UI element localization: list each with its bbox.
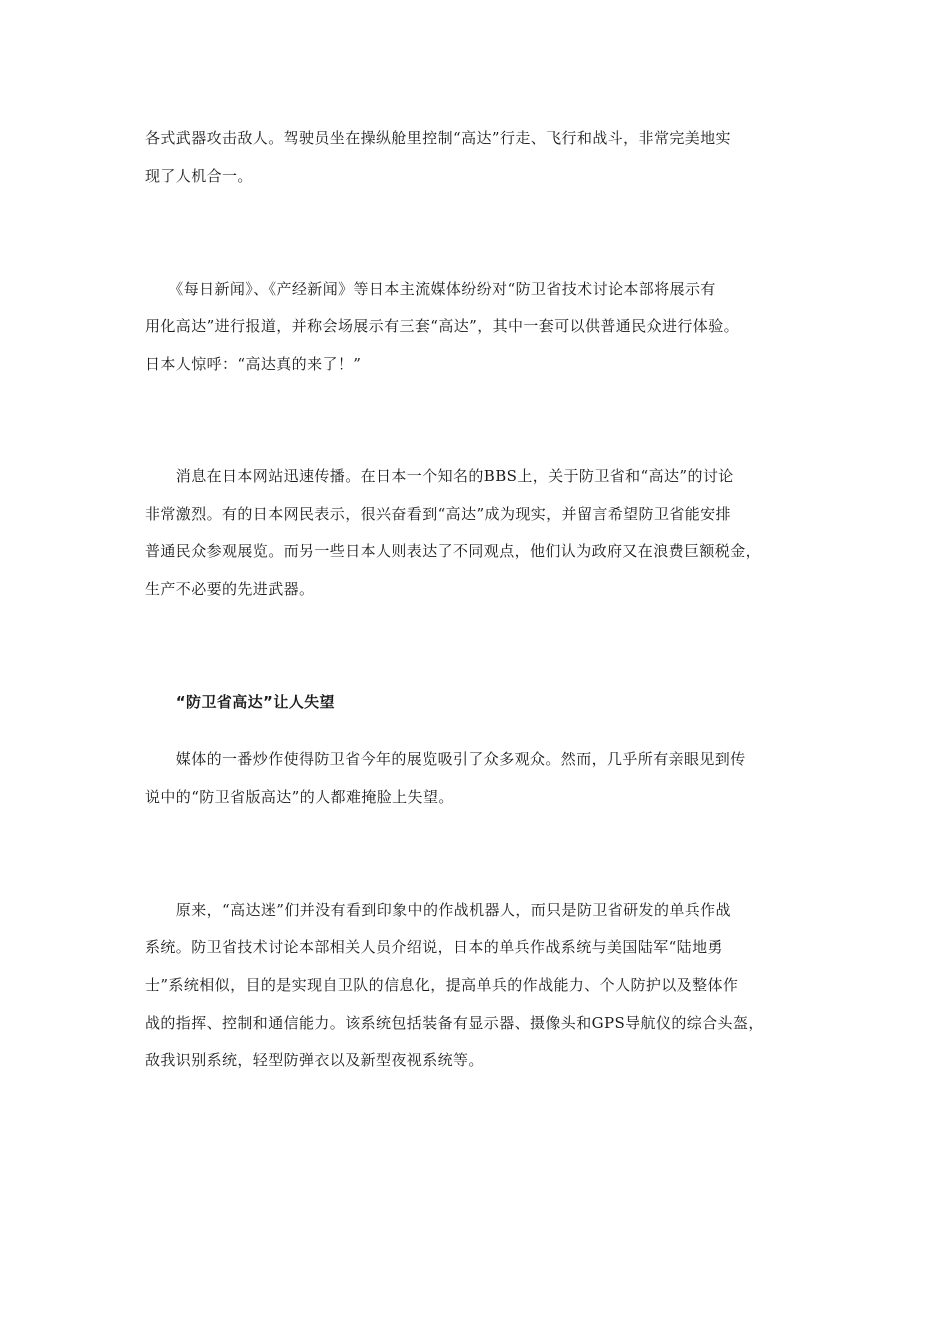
section-paragraph-2-line-4: 战的指挥、控制和通信能力。该系统包括装备有显示器、摄像头和GPS导航仪的综合头盔， [145, 1014, 764, 1032]
paragraph-3-line-4: 生产不必要的先进武器。 [145, 580, 315, 598]
section-paragraph-2-line-5: 敌我识别系统，轻型防弹衣以及新型夜视系统等。 [145, 1051, 484, 1069]
paragraph-3-line-1: 消息在日本网站迅速传播。在日本一个知名的BBS上，关于防卫省和“高达”的讨论 [145, 467, 734, 485]
section-paragraph-2-line-3: 士”系统相似，目的是实现自卫队的信息化，提高单兵的作战能力、个人防护以及整体作 [145, 976, 739, 994]
paragraph-2-line-1: 《每日新闻》、《产经新闻》等日本主流媒体纷纷对“防卫省技术讨论本部将展示有 [145, 280, 716, 298]
paragraph-3-line-2: 非常激烈。有的日本网民表示，很兴奋看到“高达”成为现实，并留言希望防卫省能安排 [145, 505, 731, 523]
section-paragraph-2-line-1: 原来，“高达迷”们并没有看到印象中的作战机器人，而只是防卫省研发的单兵作战 [145, 901, 731, 919]
paragraph-2-line-3: 日本人惊呼：“高达真的来了！” [145, 355, 362, 373]
paragraph-2-line-2: 用化高达”进行报道，并称会场展示有三套“高达”，其中一套可以供普通民众进行体验。 [145, 317, 740, 335]
section-paragraph-2-line-2: 系统。防卫省技术讨论本部相关人员介绍说，日本的单兵作战系统与美国陆军“陆地勇 [145, 938, 723, 956]
section-paragraph-1-line-2: 说中的“防卫省版高达”的人都难掩脸上失望。 [145, 788, 454, 806]
paragraph-1-line-1: 各式武器攻击敌人。驾驶员坐在操纵舱里控制“高达”行走、飞行和战斗，非常完美地实 [145, 129, 731, 147]
section-paragraph-1-line-1: 媒体的一番炒作使得防卫省今年的展览吸引了众多观众。然而，几乎所有亲眼见到传 [145, 750, 746, 768]
section-heading: “防卫省高达”让人失望 [145, 693, 335, 711]
paragraph-3-line-3: 普通民众参观展览。而另一些日本人则表达了不同观点，他们认为政府又在浪费巨额税金， [145, 542, 762, 560]
paragraph-1-line-2: 现了人机合一。 [145, 167, 253, 185]
